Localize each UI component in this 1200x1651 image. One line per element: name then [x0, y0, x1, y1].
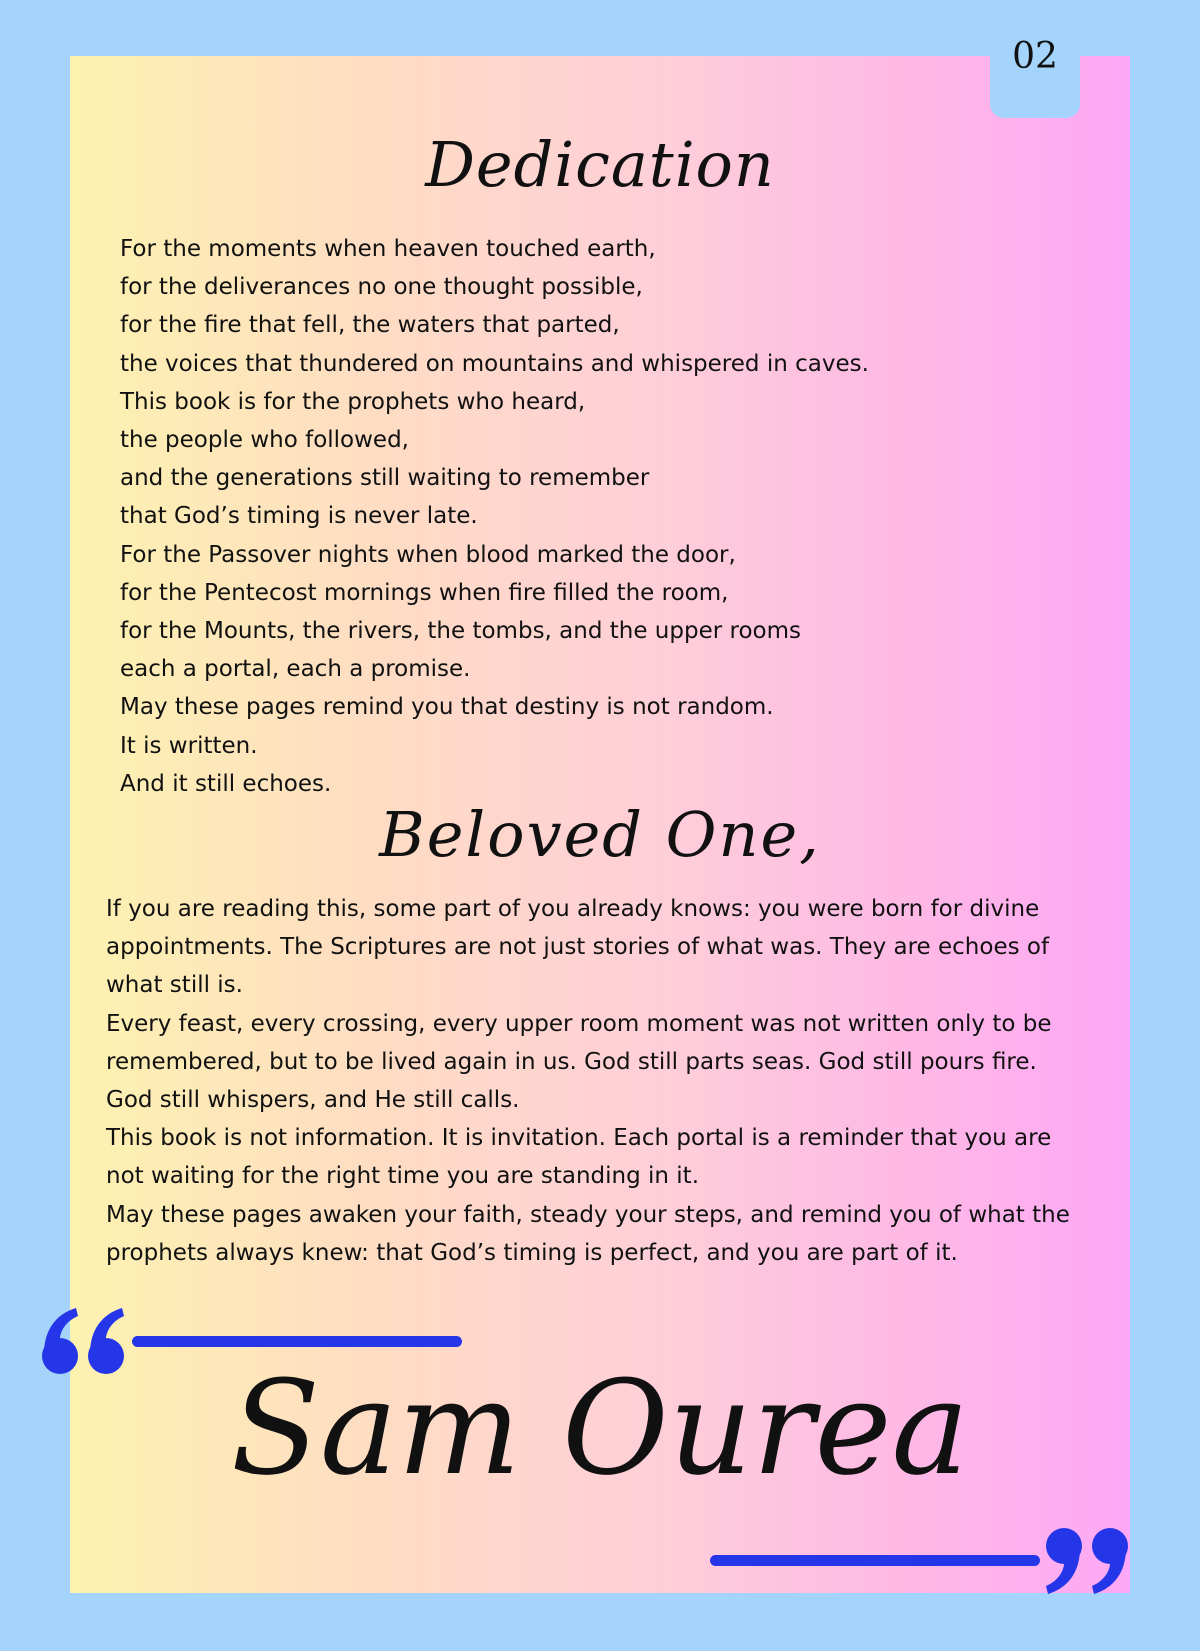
- bottom-accent-rule: [710, 1555, 1040, 1566]
- letter-paragraph: This book is not information. It is invitation. Each portal is a reminder that you are not waiting for the right time you are standing in it.: [106, 1125, 1052, 1190]
- close-quote-icon: [1040, 1524, 1130, 1596]
- letter-paragraph: Every feast, every crossing, every upper room moment was not written only to be remembered, but to be lived again in us. God still parts seas. God still pours fire. God still whispers, and He still calls.: [106, 1010, 1052, 1114]
- dedication-poem: [120, 230, 1020, 803]
- dedication-heading: Dedication: [425, 128, 775, 201]
- poem-line: This book is for the prophets who heard,: [120, 388, 586, 415]
- poem-line: each a portal, each a promise.: [120, 656, 471, 683]
- poem-line: For the moments when heaven touched earth,: [120, 236, 656, 262]
- letter-paragraph: If you are reading this, some part of you already knows: you were born for divine appointments. The Scriptures are not just stories of what was. They are echoes of what still is.: [106, 896, 1050, 999]
- author-signature: Sam Ourea: [230, 1352, 970, 1504]
- poem-line: the voices that thundered on mountains and whispered in caves.: [120, 350, 869, 377]
- poem-line: for the Pentecost mornings when fire filled the room,: [120, 579, 729, 606]
- poem-line: and the generations still waiting to remember: [120, 465, 650, 492]
- poem-line: For the Passover nights when blood marked the door,: [120, 541, 736, 568]
- poem-line: for the fire that fell, the waters that parted,: [120, 312, 620, 339]
- poem-line: the people who followed,: [120, 427, 409, 454]
- page-number-tab: [990, 0, 1080, 118]
- poem-line: May these pages remind you that destiny is not random.: [120, 694, 774, 721]
- poem-line: And it still echoes.: [120, 770, 332, 797]
- letter-heading: Beloved One,: [379, 798, 821, 871]
- poem-line: It is written.: [120, 732, 258, 759]
- letter-paragraph: May these pages awaken your faith, steady your steps, and remind you of what the prophets always knew: that God’s timing is perfect, and you are part of it.: [106, 1201, 1070, 1266]
- poem-line: that God’s timing is never late.: [120, 503, 478, 530]
- letter-body: [106, 890, 1086, 1272]
- page-number: 02: [1012, 35, 1058, 77]
- poem-line: for the deliverances no one thought possible,: [120, 274, 643, 301]
- poem-line: for the Mounts, the rivers, the tombs, and the upper rooms: [120, 618, 801, 645]
- top-accent-rule: [132, 1336, 462, 1347]
